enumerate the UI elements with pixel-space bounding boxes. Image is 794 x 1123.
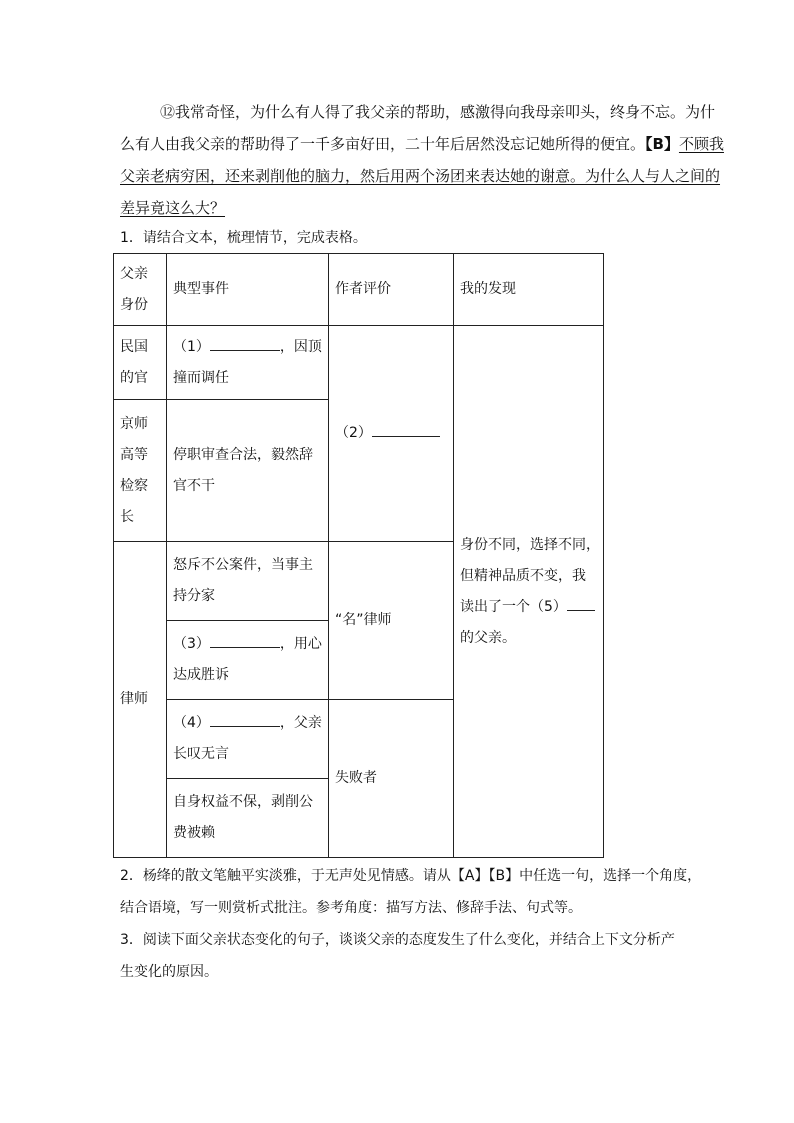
header-evaluation: 作者评价 <box>329 254 454 326</box>
question-3-line-1: 3．阅读下面父亲状态变化的句子，谈谈父亲的态度发生了什么变化，并结合上下文分析产 <box>120 932 675 948</box>
identity-lawyer: 律师 <box>114 542 167 858</box>
header-event: 典型事件 <box>167 254 329 326</box>
question-1: 1．请结合文本，梳理情节，完成表格。 <box>120 230 367 246</box>
answer-blank-3[interactable] <box>210 633 280 648</box>
question-2-line-2: 结合语境，写一则赏析式批注。参考角度：描写方法、修辞手法、句式等。 <box>120 900 582 916</box>
evaluation-2: “名”律师 <box>329 542 454 700</box>
passage-text: 么有人由我父亲的帮助得了一千多亩好田，二十年后居然没忘记她所得的便宜。 <box>120 135 646 153</box>
passage-line <box>120 128 724 160</box>
evaluation-3: 失败者 <box>329 700 454 858</box>
event-3: 怒斥不公案件，当事主 持分家 <box>167 542 329 621</box>
passage-line: ⑫我常奇怪，为什么有人得了我父亲的帮助，感激得向我母亲叩头，终身不忘。为什 <box>160 103 716 121</box>
answer-blank-2[interactable] <box>372 422 440 437</box>
underlined-sentence-b: 不顾我 <box>678 135 724 153</box>
identity-minguo: 民国 的官 <box>114 326 167 400</box>
header-finding: 我的发现 <box>454 254 604 326</box>
evaluation-1: （2） <box>329 326 454 542</box>
event-5: （4） ，父亲 长叹无言 <box>167 700 329 779</box>
question-2-line-1: 2．杨绛的散文笔触平实淡雅，于无声处见情感。请从【A】【B】中任选一句，选择一个角度， <box>120 868 702 884</box>
marker-b: 【B】 <box>645 135 679 153</box>
answer-blank-4[interactable] <box>210 712 280 727</box>
answer-blank-1[interactable] <box>210 336 280 351</box>
underlined-sentence-b: 差异竟这么大？ <box>120 199 226 217</box>
plot-table <box>113 253 604 858</box>
underlined-sentence-b: 父亲老病穷困，还来剥削他的脑力，然后用两个汤团来表达她的谢意。为什么人与人之间的 <box>120 167 721 185</box>
question-3-line-2: 生变化的原因。 <box>120 964 218 980</box>
event-2: 停职审查合法，毅然辞 官不干 <box>167 400 329 542</box>
header-identity: 父亲 身份 <box>114 254 167 326</box>
event-1: （1） ，因顶 撞而调任 <box>167 326 329 400</box>
passage-paragraph <box>120 96 724 224</box>
event-4: （3） ，用心 达成胜诉 <box>167 621 329 700</box>
answer-blank-5[interactable] <box>567 596 595 611</box>
event-6: 自身权益不保，剥削公 费被赖 <box>167 779 329 858</box>
identity-jingshi: 京师 高等 检察 长 <box>114 400 167 542</box>
finding-cell: 身份不同，选择不同， 但精神品质不变，我 读出了一个（5） 的父亲。 <box>454 326 604 858</box>
